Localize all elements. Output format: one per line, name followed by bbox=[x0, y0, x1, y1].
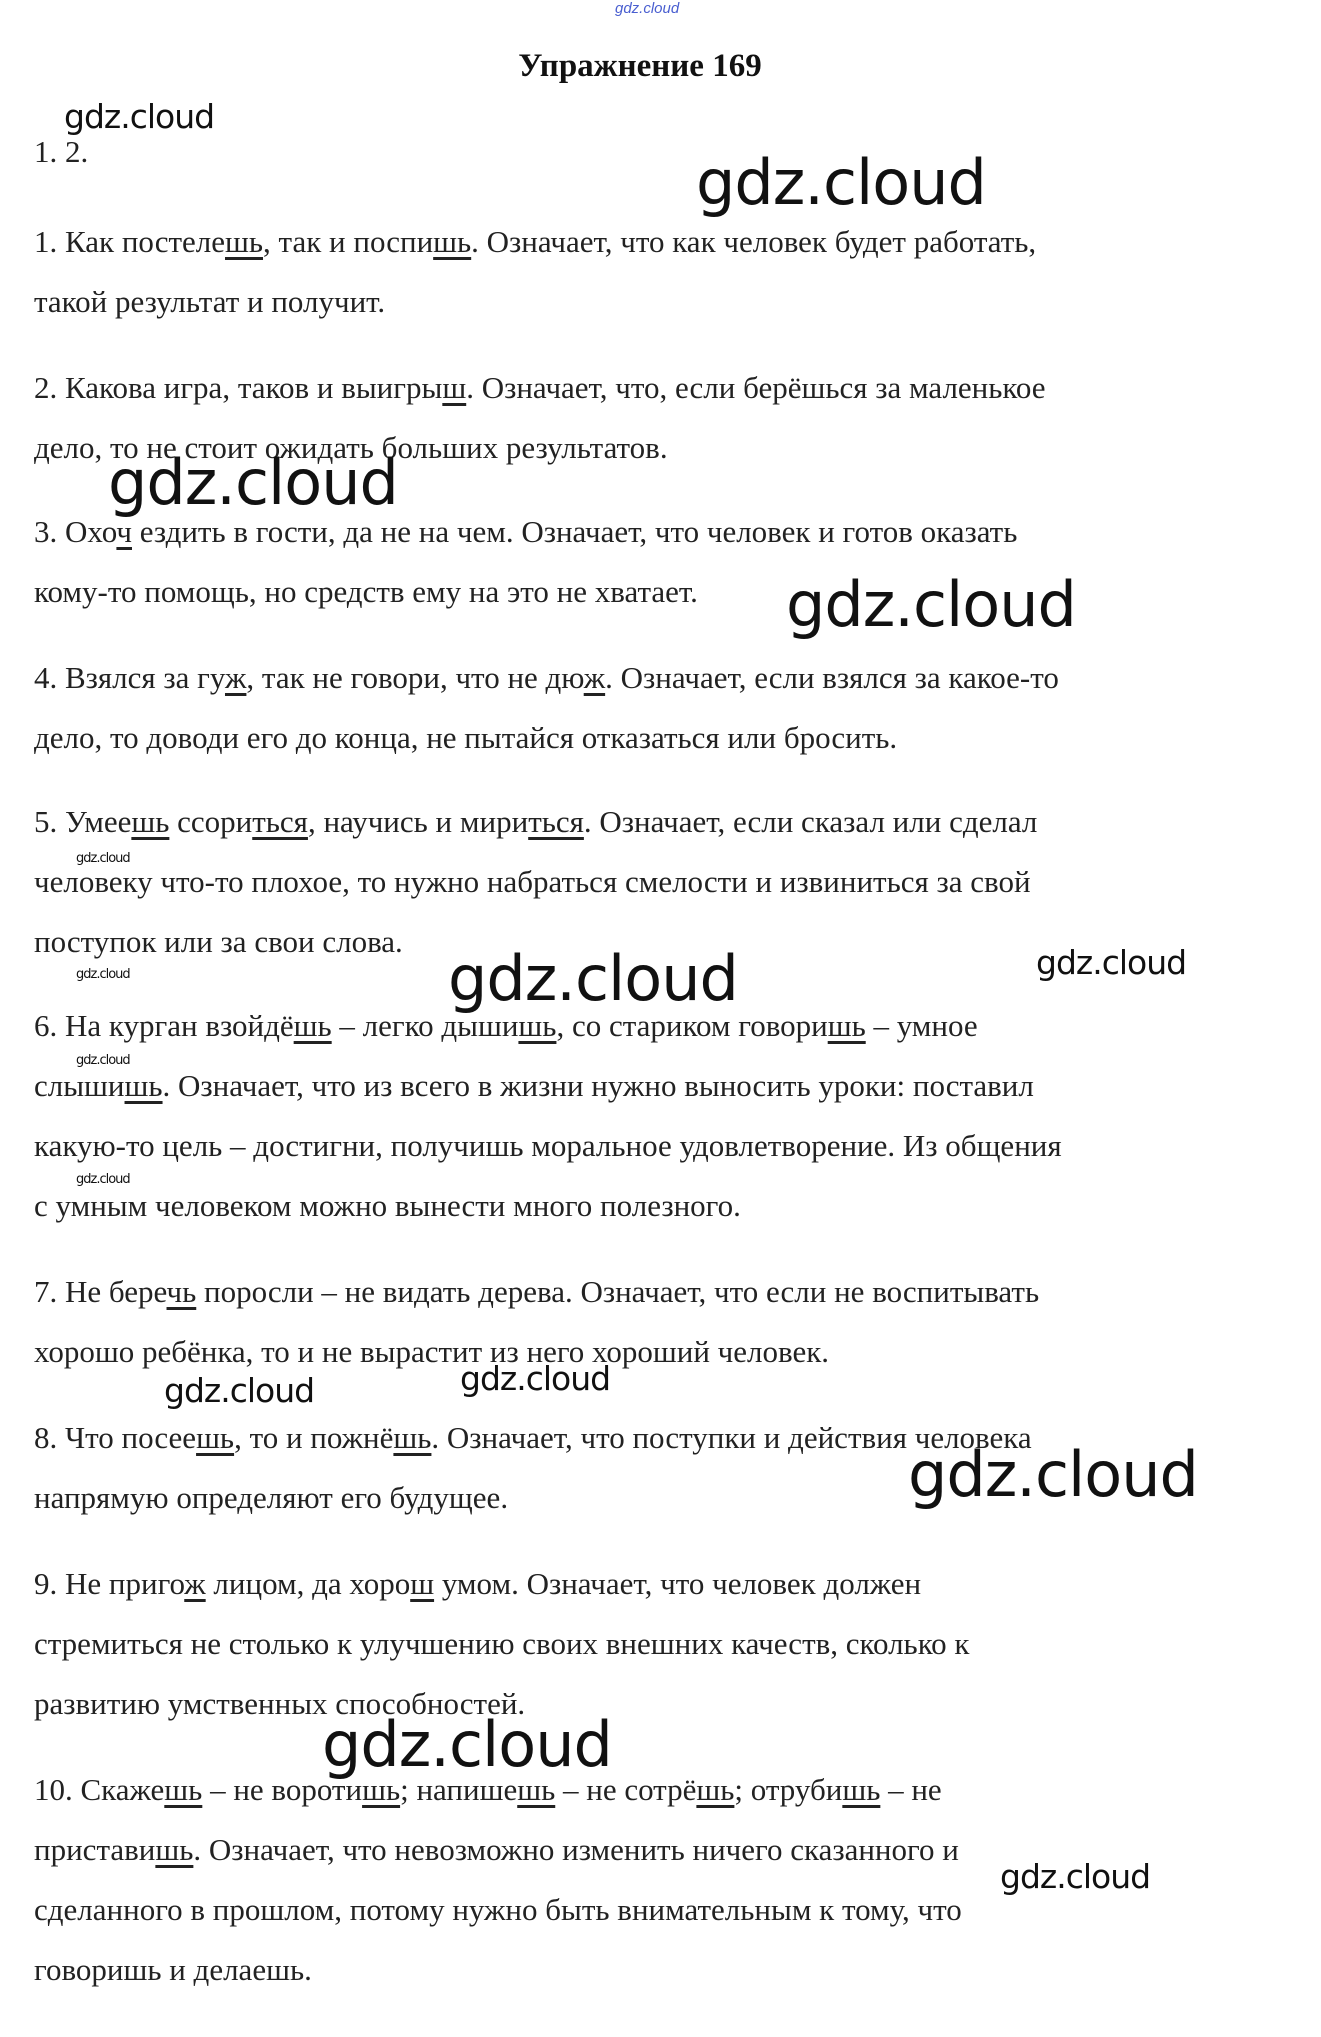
task-label: 1. 2. bbox=[34, 134, 89, 169]
watermark: gdz.cloud bbox=[164, 1371, 315, 1410]
item-2: 2. Какова игра, таков и выигрыш. Означает, что, если берёшься за маленькое дело, то не стоит ожидать больших результатов. bbox=[34, 370, 1046, 465]
watermark: gdz.cloud bbox=[64, 97, 215, 136]
item-10: 10. Скажешь – не воротишь; напишешь – не сотрёшь; отрубишь – не приставишь. Означает, что невозможно изменить ничего сказанного и сделанного в прошлом, потому нужно быть внимательным к тому, что говоришь и делаешь. bbox=[34, 1772, 962, 1987]
watermark: gdz.cloud bbox=[76, 1172, 130, 1187]
watermark: gdz.cloud bbox=[76, 851, 130, 866]
watermark: gdz.cloud bbox=[1000, 1857, 1151, 1896]
item-7: 7. Не беречь поросли – не видать дерева. Означает, что если не воспитывать хорошо ребёнка, то и не вырастит из него хороший человек. bbox=[34, 1274, 1040, 1369]
watermark: gdz.cloud bbox=[76, 1053, 130, 1068]
item-4: 4. Взялся за гуж, так не говори, что не дюж. Означает, если взялся за какое-то дело, то доводи его до конца, не пытайся отказаться или бросить. bbox=[34, 660, 1059, 755]
watermark: gdz.cloud bbox=[786, 568, 1076, 641]
watermark: gdz.cloud bbox=[460, 1359, 611, 1398]
item-6: 6. На курган взойдёшь – легко дышишь, со стариком говоришь – умное слышишь. Означает, что из всего в жизни нужно выносить уроки: поставил какую-то цель – достигни, получишь моральное удовлетворение. Из общения с умным человеком можно вынести много полезного. bbox=[34, 1008, 1062, 1223]
watermark: gdz.cloud bbox=[908, 1438, 1198, 1511]
watermark: gdz.cloud bbox=[696, 146, 986, 219]
page-title: Упражнение 169 bbox=[518, 48, 762, 84]
item-1: 1. Как постелешь, так и поспишь. Означает, что как человек будет работать, такой результат и получит. bbox=[34, 224, 1037, 319]
item-3: 3. Охоч ездить в гости, да не на чем. Означает, что человек и готов оказать кому-то помощь, но средств ему на это не хватает. bbox=[34, 514, 1018, 609]
item-9: 9. Не пригож лицом, да хорош умом. Означает, что человек должен стремиться не столько к улучшению своих внешних качеств, сколько к развитию умственных способностей. bbox=[34, 1566, 970, 1721]
watermark: gdz.cloud bbox=[448, 942, 738, 1015]
watermark: gdz.cloud bbox=[322, 1708, 612, 1781]
watermark: gdz.cloud bbox=[76, 967, 130, 982]
item-5: 5. Умеешь ссориться, научись и мириться. Означает, если сказал или сделал человеку что-то плохое, то нужно набраться смелости и извиниться за свой поступок или за свои слова. bbox=[34, 804, 1038, 959]
item-8: 8. Что посеешь, то и пожнёшь. Означает, что поступки и действия человека напрямую определяют его будущее. bbox=[34, 1420, 1032, 1515]
top-watermark: gdz.cloud bbox=[615, 0, 680, 17]
watermark: gdz.cloud bbox=[1036, 943, 1187, 982]
watermark: gdz.cloud bbox=[108, 446, 398, 519]
